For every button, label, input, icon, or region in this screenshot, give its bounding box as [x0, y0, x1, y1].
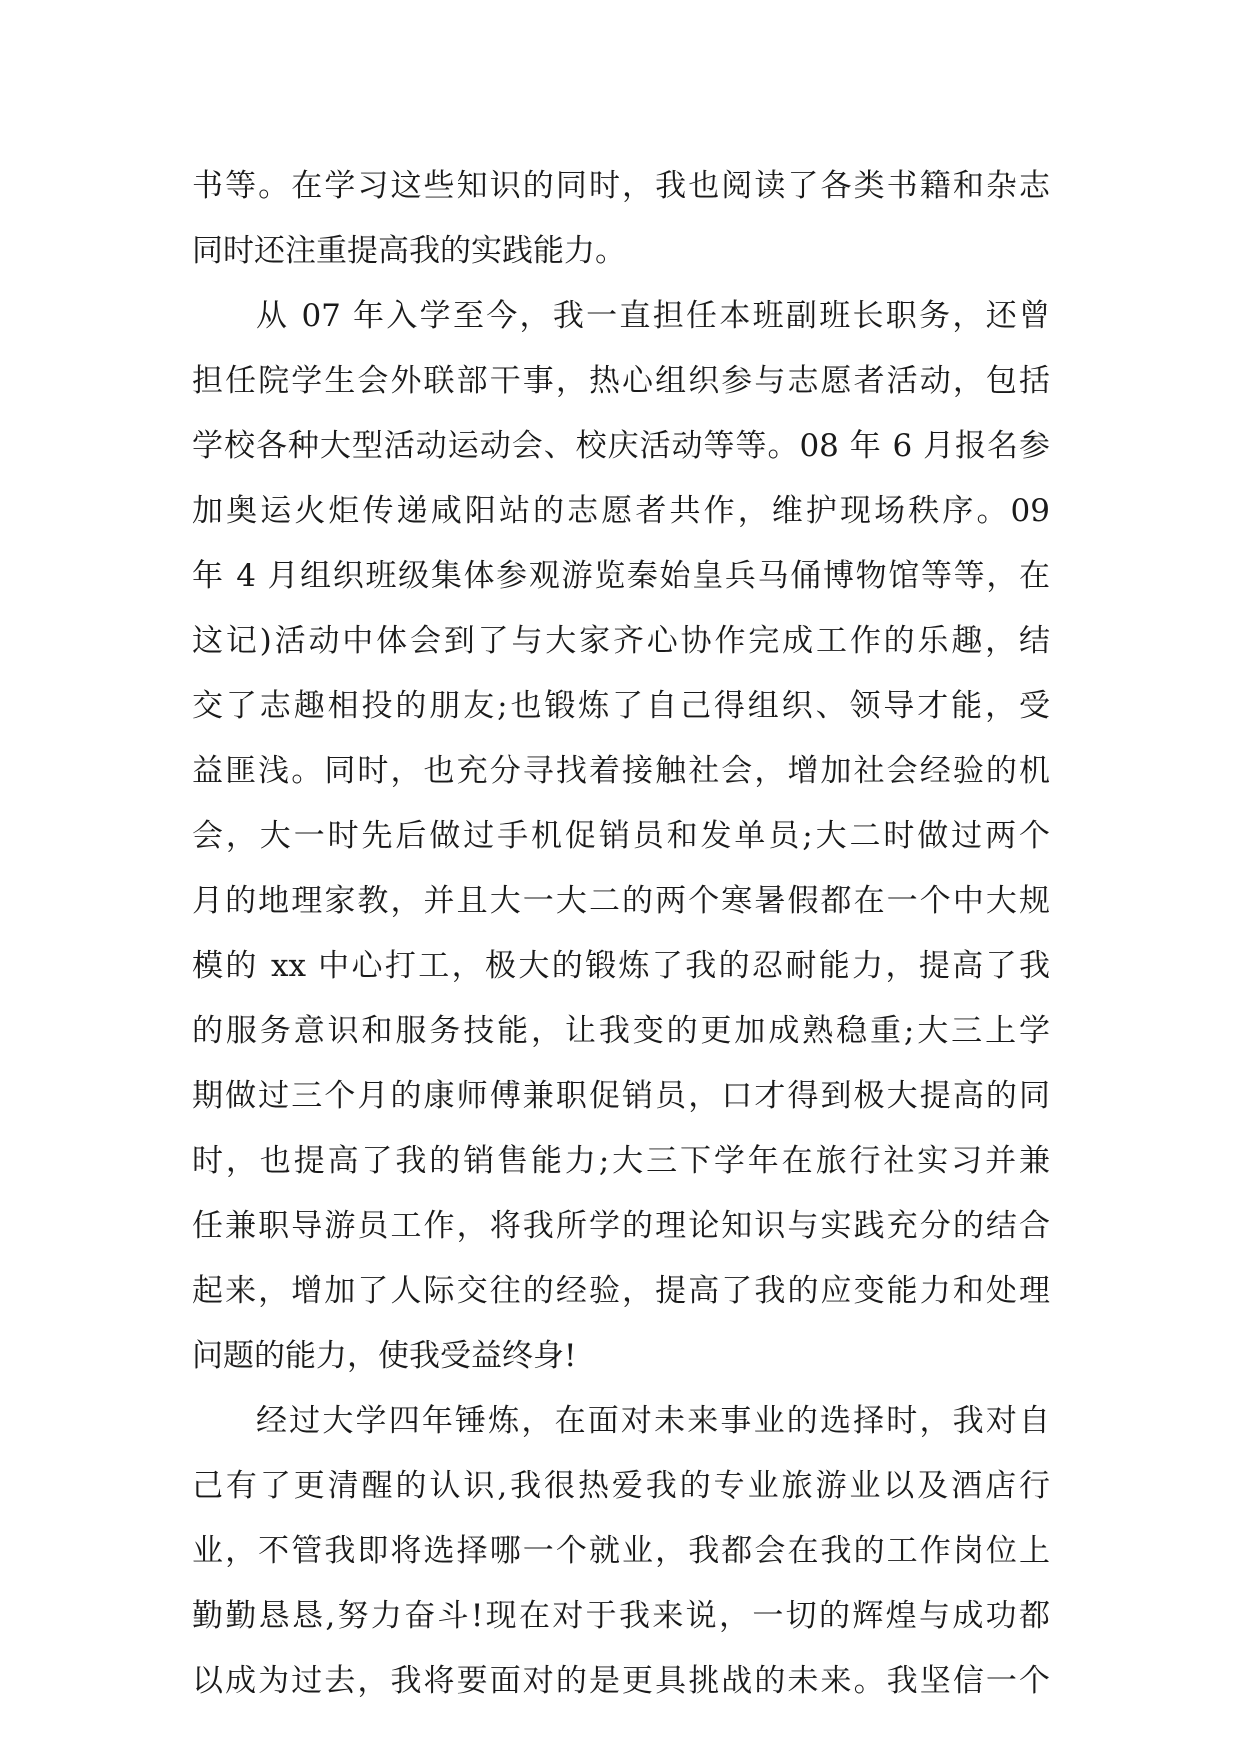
text-line: 加奥运火炬传递咸阳站的志愿者共作，维护现场秩序。09: [192, 493, 1050, 529]
document-body: [192, 158, 1050, 1718]
text-line: 学校各种大型活动运动会、校庆活动等等。08 年 6 月报名参: [192, 428, 1050, 464]
text-line: 勤勤恳恳,努力奋斗!现在对于我来说，一切的辉煌与成功都: [192, 1598, 1050, 1634]
text-line: 月的地理家教，并且大一大二的两个寒暑假都在一个中大规: [192, 883, 1050, 919]
text-line: 业，不管我即将选择哪一个就业，我都会在我的工作岗位上: [192, 1533, 1050, 1569]
text-line: 的服务意识和服务技能，让我变的更加成熟稳重;大三上学: [192, 1013, 1050, 1049]
text-line: 任兼职导游员工作，将我所学的理论知识与实践充分的结合: [192, 1208, 1050, 1244]
text-line: 会，大一时先后做过手机促销员和发单员;大二时做过两个: [192, 818, 1050, 854]
text-line: 己有了更清醒的认识,我很热爱我的专业旅游业以及酒店行: [192, 1468, 1050, 1504]
paragraph-first-line: 从 07 年入学至今，我一直担任本班副班长职务，还曾: [256, 298, 1050, 334]
text-line: 交了志趣相投的朋友;也锻炼了自己得组织、领导才能，受: [192, 688, 1050, 724]
text-line: 担任院学生会外联部干事，热心组织参与志愿者活动，包括: [192, 363, 1050, 399]
text-line: 同时还注重提高我的实践能力。: [192, 233, 626, 269]
text-line: 问题的能力，使我受益终身!: [192, 1338, 577, 1374]
text-line: 书等。在学习这些知识的同时，我也阅读了各类书籍和杂志: [192, 168, 1050, 204]
paragraph-first-line: 经过大学四年锤炼，在面对未来事业的选择时，我对自: [256, 1403, 1050, 1439]
text-line: 以成为过去，我将要面对的是更具挑战的未来。我坚信一个: [192, 1663, 1050, 1699]
text-line: 益匪浅。同时，也充分寻找着接触社会，增加社会经验的机: [192, 753, 1050, 789]
text-line: 期做过三个月的康师傅兼职促销员，口才得到极大提高的同: [192, 1078, 1050, 1114]
text-line: 这记)活动中体会到了与大家齐心协作完成工作的乐趣，结: [192, 623, 1050, 659]
text-line: 模的 xx 中心打工，极大的锻炼了我的忍耐能力，提高了我: [192, 948, 1050, 984]
text-line: 时，也提高了我的销售能力;大三下学年在旅行社实习并兼: [192, 1143, 1050, 1179]
text-line: 起来，增加了人际交往的经验，提高了我的应变能力和处理: [192, 1273, 1050, 1309]
text-line: 年 4 月组织班级集体参观游览秦始皇兵马俑博物馆等等，在: [192, 558, 1050, 594]
